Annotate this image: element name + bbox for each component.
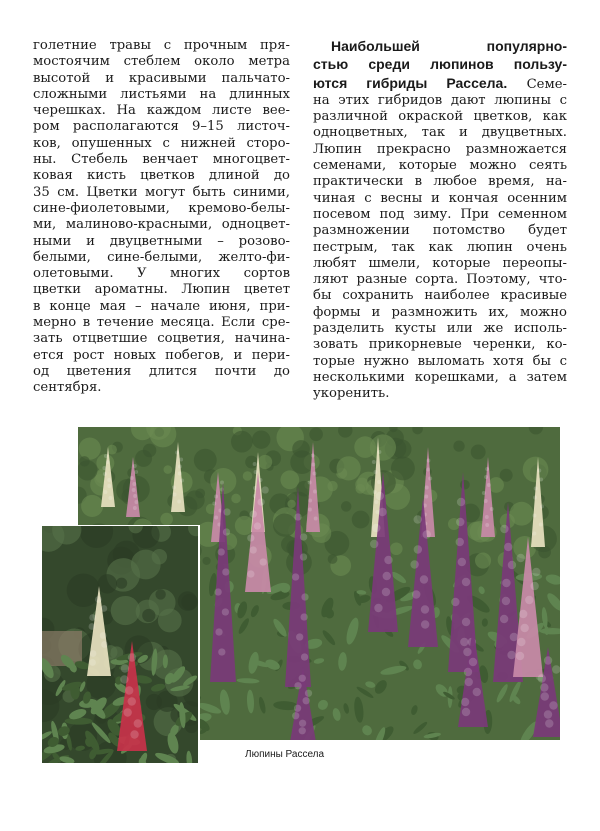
flower-highlight [482,491,486,495]
background-foliage [523,457,549,483]
flower-highlight [101,605,108,612]
left-text-column [33,38,290,397]
flower-highlight [130,730,138,738]
flower-highlight [218,548,225,555]
flower-highlight [378,508,386,516]
flower-highlight [451,598,459,606]
text-line: ром располагаются 9–15 листоч- [33,119,290,135]
text-line: сине-фиолетовыми, кремово-белы- [33,200,290,216]
text-line: 35 см. Цветки могут быть синими, [33,184,290,200]
flower-highlight [421,620,429,628]
flower-highlight [257,498,264,505]
background-foliage [235,516,254,535]
flower-highlight [507,651,515,659]
flower-highlight [314,517,318,521]
flower-highlight [376,492,384,500]
lead-line [313,75,567,93]
text-line: ковая кисть цветков длиной до [33,168,290,184]
text-line: мерно в течение месяца. Если сре- [33,315,290,331]
text-line: Люпин прекрасно размножается [313,141,567,157]
flower-highlight [544,656,552,664]
background-foliage [309,427,323,441]
background-foliage [538,546,551,559]
flower-highlight [134,470,138,474]
flower-highlight [300,553,307,560]
flower-highlight [299,675,306,682]
flower-highlight [504,543,512,551]
background-foliage [290,450,314,474]
background-foliage [195,488,205,498]
flower-highlight [175,451,179,455]
flower-highlight [384,556,392,564]
figure-caption: Люпины Рассела [245,749,325,760]
text-line: пестрым, так как люпин очень [313,239,567,255]
flower-highlight [308,499,312,503]
flower-highlight [130,476,134,480]
text-line: цветки ароматны. Люпин цветет [33,282,290,298]
flower-highlight [134,719,142,727]
background-foliage [337,456,361,480]
flower-highlight [133,506,137,510]
text-line: размножении потомство будет [313,223,567,239]
text-line: высотой и красивыми пальчато- [33,70,290,86]
flower-highlight [485,515,489,519]
flower-highlight [426,459,430,463]
flower-highlight [128,653,136,661]
flower-highlight [301,613,308,620]
background-foliage [146,694,162,710]
flower-highlight [426,468,430,472]
background-foliage [143,444,157,458]
flower-highlight [133,464,137,468]
flower-highlight [128,697,136,705]
flower-highlight [383,572,391,580]
flower-highlight [292,712,299,719]
flower-highlight [247,570,254,577]
flower-highlight [299,727,306,734]
text-line: сложными листьями на длинных [33,86,290,102]
text-line: одноцветных, так и двуцветных. [313,125,567,141]
flower-highlight [456,538,464,546]
flower-highlight [421,605,429,613]
flower-highlight [173,493,177,497]
flower-highlight [510,633,518,641]
flower-highlight [313,490,317,494]
text-line: од цветения длится почти до [33,363,290,379]
flower-highlight [377,480,381,484]
text-line: ляют разные сорта. Поэтому, что- [313,272,567,288]
flower-highlight [214,495,218,499]
text-line: семенами, которые можно сеять [313,158,567,174]
background-foliage [79,456,89,466]
flower-highlight [377,450,381,454]
text-line: ков, опушенных с нижней сторо- [33,135,290,151]
flower-highlight [260,558,267,565]
flower-highlight [465,678,473,686]
flower-highlight [104,454,108,458]
flower-highlight [456,518,464,526]
flower-highlight [500,615,508,623]
flower-highlight [178,472,182,476]
flower-highlight [458,558,466,566]
background-foliage [287,500,295,508]
flower-highlight [460,638,468,646]
text-line: олетовыми. У многих сортов [33,266,290,282]
flower-highlight [108,496,112,500]
flower-highlight [540,505,544,509]
lead-line [313,56,567,74]
flower-highlight [516,652,524,660]
flower-highlight [412,590,420,598]
flower-highlight [457,498,465,506]
flower-highlight [294,705,301,712]
flower-highlight [484,475,488,479]
background-foliage [471,445,486,460]
flower-highlight [301,593,308,600]
flower-highlight [532,532,536,536]
flower-highlight [123,708,131,716]
flower-highlight [485,523,489,527]
flower-highlight [424,495,428,499]
background-foliage [341,501,351,511]
flower-highlight [502,579,510,587]
flower-highlight [259,478,263,482]
flower-highlight [212,502,216,506]
flower-highlight [132,488,136,492]
flower-highlight [462,578,470,586]
flower-highlight [372,460,376,464]
flower-highlight [101,641,108,648]
background-foliage [252,430,270,448]
background-foliage [67,573,101,607]
flower-highlight [262,486,269,493]
flower-highlight [102,466,106,470]
flower-highlight [103,490,107,494]
text-line: белыми, сине-белыми, желто-фи- [33,249,290,265]
text-line: чиная с весны и кончая осенним [313,190,567,206]
text-line: различной окраской цветков, как [313,109,567,125]
text-line: сентября. [33,380,102,396]
text-line: любят шмели, которые переопы- [313,255,567,271]
flower-highlight [382,588,390,596]
flower-highlight [305,690,312,697]
flower-highlight [370,540,378,548]
flower-highlight [220,481,224,485]
flower-highlight [90,650,97,657]
background-foliage [370,434,396,460]
flower-highlight [250,546,257,553]
background-foliage [355,484,365,494]
flower-highlight [414,545,422,553]
flower-highlight [223,508,230,515]
flower-highlight [247,534,254,541]
lead-text: ются гибриды Рассела. [313,74,508,91]
flower-highlight [311,463,315,467]
background-foliage [116,578,127,589]
flower-highlight [300,533,307,540]
flower-highlight [254,522,261,529]
text-line: ны. Стебель венчает многоцвет- [33,152,290,168]
background-foliage [280,470,299,489]
flower-highlight [520,624,528,632]
flower-highlight [519,610,527,618]
flower-highlight [541,692,549,700]
flower-highlight [120,675,128,683]
flower-highlight [179,458,183,462]
background-foliage [475,553,491,569]
flower-highlight [490,507,494,511]
flower-highlight [410,560,418,568]
lead-text: стью среди люпинов пользу- [313,56,567,73]
flower-highlight [180,479,184,483]
flower-highlight [254,470,258,474]
text-line: черешках. На каждом листе вее- [33,103,290,119]
flower-highlight [525,596,533,604]
flower-highlight [517,638,525,646]
text-line: мостоячим стеблем около метра [33,54,290,70]
flower-highlight [428,477,432,481]
lead-text: Наибольшей популярно- [331,38,567,54]
flower-highlight [299,720,306,727]
flower-highlight [214,588,221,595]
background-foliage [98,574,117,593]
flower-highlight [223,528,230,535]
flower-highlight [462,618,470,626]
flower-highlight [133,494,137,498]
flower-highlight [301,653,308,660]
flower-highlight [172,486,176,490]
flower-highlight [294,682,301,689]
flower-highlight [545,719,553,727]
text-line: ными и двуцветными – розово- [33,233,290,249]
flower-highlight [134,500,138,504]
flower-highlight [222,608,229,615]
text-fragment: Семе- [526,76,567,92]
flower-highlight [250,510,257,517]
flower-highlight [374,500,378,504]
flower-highlight [253,462,257,466]
flower-highlight [292,573,299,580]
flower-highlight [539,523,543,527]
flower-highlight [308,481,312,485]
flower-highlight [502,597,510,605]
flower-highlight [463,648,471,656]
background-foliage [142,609,155,622]
flower-highlight [374,470,378,474]
text-line: формы и размножить их, можно [313,304,567,320]
flower-highlight [534,487,538,491]
flower-highlight [177,500,181,504]
text-line: посевом под зиму. При семенном [313,206,567,222]
background-foliage [453,440,464,451]
text-line: голетние травы с прочным пря- [33,38,290,53]
background-foliage [155,589,165,599]
background-foliage [231,431,253,453]
flower-highlight [103,472,107,476]
background-foliage [202,557,210,565]
background-foliage [390,542,403,555]
flower-highlight [533,514,537,518]
text-line: укоренить. [313,386,390,402]
background-foliage [164,465,173,474]
flower-highlight [461,698,469,706]
flower-highlight [294,513,301,520]
background-foliage [245,456,258,469]
background-foliage [79,438,101,460]
flower-highlight [222,568,229,575]
lupines-inset-photo [42,525,200,763]
flower-highlight [462,708,470,716]
flower-highlight [121,664,129,672]
flower-highlight [132,482,136,486]
lead-line [313,38,567,56]
flower-highlight [500,525,508,533]
flower-highlight [106,460,110,464]
flower-highlight [425,486,429,490]
background-foliage [352,511,370,529]
background-foliage [111,596,140,625]
background-foliage [81,495,103,517]
background-foliage [131,550,161,580]
flower-highlight [89,659,96,666]
flower-highlight [473,688,481,696]
flower-highlight [372,524,380,532]
text-line: в конце мая – начале июня, при- [33,298,290,314]
flower-highlight [423,530,431,538]
flower-highlight [464,668,472,676]
text-line: несколькими корешками, а затем [313,369,567,385]
flower-highlight [107,478,111,482]
flower-highlight [214,516,218,520]
flower-highlight [215,628,222,635]
flower-highlight [89,623,96,630]
background-foliage [258,455,272,469]
flower-highlight [508,561,516,569]
text-line: ми, малиново-красными, одноцвет- [33,217,290,233]
background-foliage [243,471,253,481]
flower-highlight [540,683,548,691]
flower-highlight [414,515,422,523]
text-line: зать отцветшие соцветия, начина- [33,331,290,347]
flower-highlight [533,496,537,500]
flower-highlight [313,472,317,476]
flower-highlight [100,632,107,639]
background-foliage [391,456,415,480]
background-foliage [273,513,296,536]
flower-highlight [539,478,543,482]
flower-highlight [469,658,477,666]
text-line: ется рост новых побегов, и пери- [33,347,290,363]
flower-highlight [532,568,540,576]
flower-highlight [374,604,382,612]
text-line: бы сохранить наиболее красивые [313,288,567,304]
flower-highlight [420,575,428,583]
flower-highlight [517,554,525,562]
background-foliage [231,494,241,504]
background-foliage [328,554,338,564]
flower-highlight [549,701,557,709]
flower-highlight [95,596,102,603]
flower-highlight [125,686,133,694]
text-line: зовать прикорневые черенки, ко- [313,337,567,353]
flower-highlight [89,614,96,621]
flower-highlight [538,674,546,682]
flower-highlight [530,582,538,590]
background-foliage [460,480,470,490]
flower-highlight [485,467,489,471]
flower-highlight [487,483,491,487]
background-foliage [160,513,173,526]
flower-highlight [107,484,111,488]
background-foliage [178,591,197,610]
text-line: разделить кусты или же исполь- [313,321,567,337]
flower-highlight [544,710,552,718]
right-text-column [313,38,567,403]
text-line: торые нужно выломать хотя бы с [313,353,567,369]
flower-highlight [373,490,377,494]
background-foliage [194,449,217,472]
flower-highlight [218,648,225,655]
text-line: практически в любое время, на- [313,174,567,190]
flower-highlight [311,454,315,458]
flower-highlight [303,697,310,704]
flower-highlight [484,499,488,503]
text-line: на этих гибридов дают люпины с [313,92,567,108]
flower-highlight [537,469,541,473]
flower-highlight [308,508,312,512]
flower-highlight [178,465,182,469]
flower-highlight [296,633,303,640]
